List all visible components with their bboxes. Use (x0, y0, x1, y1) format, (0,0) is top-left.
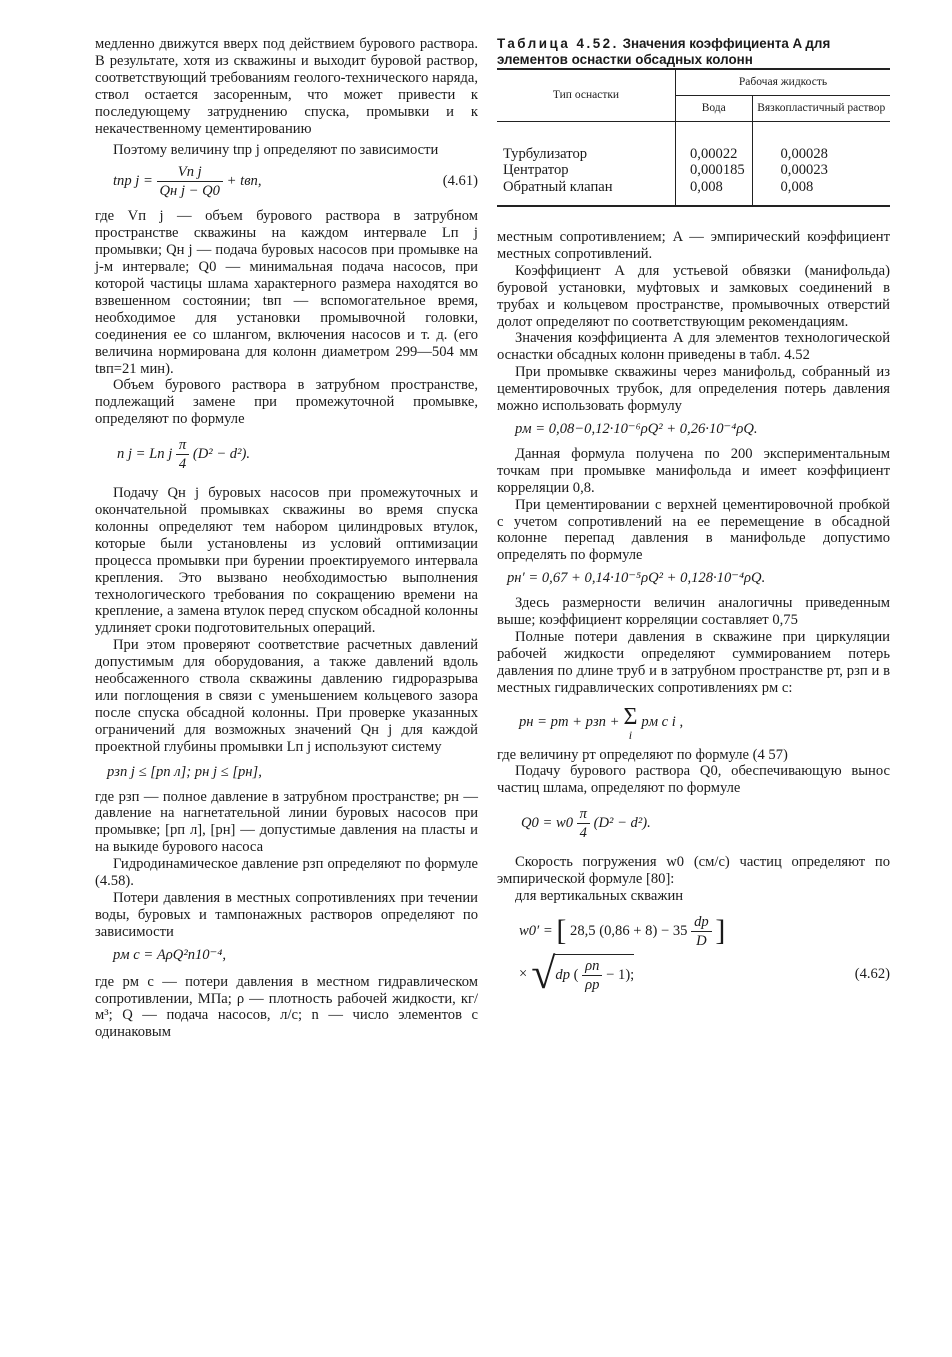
table-cell: Обратный клапан (503, 178, 613, 195)
paragraph: где pзп — полное давление в затрубном пространстве; pн — давление на нагнетательной линии буровых насосов при промывке; [pп л], [pн] — допустимые давления на пласты и на выкиде бурового насоса (95, 788, 478, 856)
formula-lhs: pн = pт + pзп + (519, 714, 620, 731)
formula-pn: pн′ = 0,67 + 0,14·10⁻⁵ρQ² + 0,128·10⁻⁴ρQ. (507, 570, 766, 587)
table-cell: Центратор (503, 162, 569, 178)
fraction-numerator: π (176, 436, 189, 455)
paragraph: где Vп j — объем бурового раствора в затрубном пространстве скважины на каждом интервале Lп j промывки; Qн j — подача буровых насосов при промывке на j-м интервале; Q0 — минимальная подача насосов, при которой частицы шлама характерного размера находятся во взвешенном состоянии; tвп — вспомогательное время, необходимое для установки промывочной головки, соединения ее со шлангом, включения насосов и т. д. (его величина нормирована для колонн диаметром 299—504 мм tвп=21 мин). (95, 208, 478, 377)
column-header-group: Рабочая жидкость (676, 69, 891, 96)
left-column (95, 36, 478, 1041)
table-cell: 0,00022 (676, 146, 753, 163)
table-row (497, 146, 890, 163)
formula-pmc: pм с = AρQ²n10⁻⁴, (113, 946, 227, 963)
paragraph: где величину pт определяют по формуле (4 57) (497, 746, 788, 763)
fraction (577, 805, 590, 842)
paragraph: Подачу Qн j буровых насосов при промежуточных и окончательной промывках скважины во время спуска колонны определяют тем набором цилиндровых втулок, которые были установлены из условий оптимизации процесса промывки при бурении проектируемого интервала крепления. Это вызвано необходимостью выполнения технологического требования по сокращению времени на крепление, а замена втулок перед спуском обсадной колонны удлиняет сроки подготовительных операций. (95, 485, 478, 637)
formula-tail: (D² − d²). (593, 815, 651, 832)
formula-lhs: п j = Lп j (117, 445, 173, 462)
formula-lhs: tпр j = (113, 173, 153, 190)
formula-q0 (521, 805, 890, 842)
bracket-open: [ (556, 914, 567, 948)
times-symbol: × (519, 965, 528, 982)
formula-lhs: Q0 = w0 (521, 815, 574, 832)
paragraph: Коэффициент A для устьевой обвязки (манифольда) буровой установки, муфтовых и замковых соединений в трубах и кольцевом пространстве, промывочных отверстий долот определяют по соответствующим рекомендациям. (497, 262, 890, 330)
root-arg-d: dр (555, 966, 570, 983)
fraction (582, 957, 602, 994)
formula-system: pзп j ≤ [pп л]; pн j ≤ [pн], (107, 763, 262, 780)
formula-4-62-line1 (519, 913, 890, 950)
table-title: Значения коэффициента A для элементов оснастки обсадных колонн (497, 36, 831, 67)
table-row (497, 162, 890, 179)
bracket-close: ] (715, 914, 726, 948)
fraction-numerator: π (577, 805, 590, 824)
table-cell: 0,000185 (676, 162, 753, 179)
paragraph: Гидродинамическое давление pзп определяют по формуле (4.58). (95, 856, 478, 890)
fraction (691, 913, 712, 950)
paragraph: Потери давления в местных сопротивлениях при течении воды, буровых и тампонажных растворов определяют по зависимости (95, 889, 478, 940)
formula-inner: 28,5 (0,86 + 8) − 35 (570, 922, 688, 939)
equation-number: (4.62) (854, 965, 890, 982)
formula-pm: pм = 0,08−0,12·10⁻⁶ρQ² + 0,26·10⁻⁴ρQ. (515, 420, 758, 437)
fraction-denominator: 4 (178, 456, 187, 473)
paragraph: При этом проверяют соответствие расчетных давлений допустимым для оборудования, а также давлений вдоль необсаженного ствола скважины давлению гидроразрыва или поглощения в связи с уменьшением кольцевого зазора после спуска обсадной колонны. При проверке указанных ограничений для возможных значений Qн j для каждой проектной глубины промывки Lп j используют систему (95, 637, 478, 755)
paragraph: Здесь размерности величин аналогичны приведенным выше; коэффициент корреляции составляет 0,75 (497, 595, 890, 629)
sum-operator (623, 705, 637, 741)
formula-volume (117, 436, 478, 473)
fraction (157, 163, 223, 200)
column-header-type: Тип оснастки (497, 69, 676, 122)
fraction-denominator: D (696, 933, 707, 949)
paragraph: медленно движутся вверх под действием бурового раствора. В результате, хотя из скважины и выходит буровой раствор, соответствующий требованиям геолого-технического наряда, ствол остается засоренным, что может привести к последующему затруднению спуска, промывки и к некачественному цементированию (95, 36, 478, 137)
equation-number: (4.61) (442, 173, 478, 190)
paragraph: Объем бурового раствора в затрубном пространстве, подлежащий замене при промежуточной промывке, определяют по формуле (95, 377, 478, 428)
table-cell: Турбулизатор (503, 145, 588, 162)
formula-tail: + tвп, (226, 173, 262, 190)
paragraph: где pм с — потери давления в местном гидравлическом сопротивлении, МПа; ρ — плотность рабочей жидкости, кг/м³; Q — подача насосов, л/с; n — число элементов с одинаковым (95, 973, 478, 1041)
sum-symbol: Σ (623, 703, 638, 730)
formula-total-pressure (519, 705, 890, 741)
formula-tail: (D² − d²). (192, 445, 250, 462)
fraction (176, 436, 189, 473)
fraction-denominator: ρр (585, 977, 600, 993)
paragraph: местным сопротивлением; A — эмпирический коэффициент местных сопротивлений. (497, 229, 890, 262)
paragraph: Значения коэффициента A для элементов технологической оснастки обсадных колонн приведены в табл. 4.52 (497, 330, 890, 364)
formula-tail: pм с i , (641, 714, 684, 731)
paragraph: Скорость погружения w0 (см/с) частиц определяют по эмпирической формуле [80]: (497, 854, 890, 888)
fraction-numerator: dр (691, 913, 712, 932)
fraction-numerator: ρп (582, 957, 602, 976)
right-column (497, 36, 890, 998)
fraction-numerator: Vп j (157, 163, 223, 182)
table-cell: 0,008 (752, 179, 890, 207)
fraction-denominator: 4 (579, 825, 587, 842)
paragraph: При промывке скважины через манифольд, собранный из цементировочных трубок, для определения потерь давления можно использовать формулу (497, 364, 890, 415)
formula-4-62-line2 (519, 948, 890, 998)
paragraph: Полные потери давления в скважине при циркуляции рабочей жидкости определяют суммированием потерь давления по длине труб и в затрубном пространстве pт, pзп и в местных гидравлических сопротивлениях pм с: (497, 628, 890, 696)
paragraph: При цементировании с верхней цементировочной пробкой с учетом сопротивлений на ее перемещение в обсадной колонне перепад давления в манифольде допустимо определять по формуле (497, 496, 890, 564)
square-root-symbol: √ (531, 948, 556, 998)
table-row (497, 179, 890, 207)
paragraph: для вертикальных скважин (515, 888, 684, 905)
table-cell: 0,008 (676, 179, 753, 207)
formula-lhs: w0′ = (519, 922, 553, 939)
column-header-viscous: Вязкопластичный раствор (752, 96, 890, 122)
coefficient-table (497, 68, 890, 207)
column-header-water: Вода (676, 96, 753, 122)
table-cell: 0,00023 (752, 162, 890, 179)
table-label: Таблица 4.52. (497, 36, 619, 51)
table-cell: 0,00028 (752, 146, 890, 163)
formula-4-61 (95, 163, 478, 200)
paragraph: Поэтому величину tпр j определяют по зависимости (113, 142, 439, 159)
sum-index: i (628, 727, 633, 742)
root-argument: dр ( $\frac{\rho п}{\rho р}$ − 1); (555, 954, 634, 994)
fraction-denominator: Qн j − Q0 (159, 183, 220, 200)
paragraph: Данная формула получена по 200 экспериментальным точкам при промывке манифольда и имеет коэффициент корреляции 0,8. (497, 445, 890, 496)
formula-tail: − 1); (606, 966, 635, 983)
paragraph: Подачу бурового раствора Q0, обеспечивающую вынос частиц шлама, определяют по формуле (497, 763, 890, 797)
table-caption (497, 36, 890, 68)
